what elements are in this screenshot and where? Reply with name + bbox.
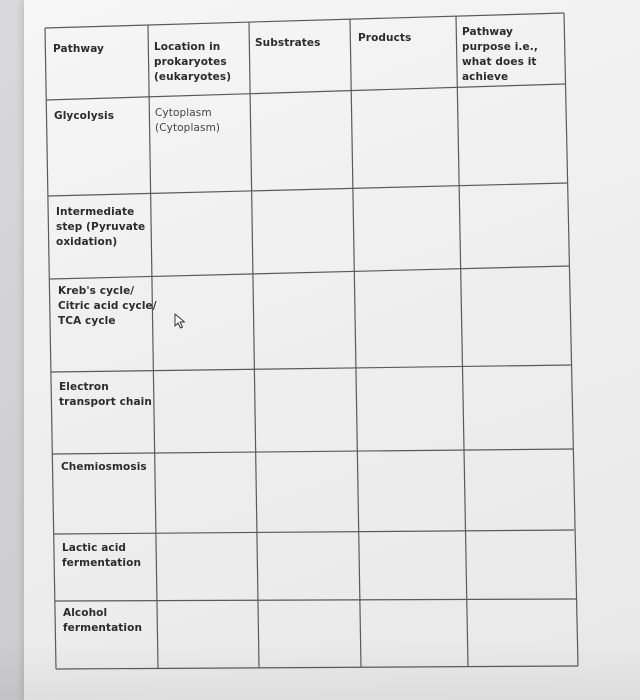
row-krebs-pathway: Kreb's cycle/ Citric acid cycle/ TCA cycle [58, 285, 157, 327]
header-substrates: Substrates [255, 37, 321, 49]
row-glycolysis-location: Cytoplasm (Cytoplasm) [155, 107, 221, 134]
mouse-pointer-icon [174, 313, 188, 329]
row-alcohol-pathway: Alcohol fermentation [63, 607, 143, 634]
header-purpose: Pathway purpose i.e., what does it achieve [462, 26, 538, 83]
header-pathway: Pathway [53, 43, 105, 55]
row-glycolysis-pathway: Glycolysis [54, 110, 115, 122]
row-etc-pathway: Electron transport chain [59, 381, 152, 408]
row-lactic-pathway: Lactic acid fermentation [62, 542, 142, 569]
row-chemiosmosis-pathway: Chemiosmosis [61, 461, 147, 473]
header-products: Products [358, 32, 412, 44]
row-intermediate-pathway: Intermediate step (Pyruvate oxidation) [56, 206, 146, 248]
header-location: Location in prokaryotes (eukaryotes) [154, 41, 232, 83]
